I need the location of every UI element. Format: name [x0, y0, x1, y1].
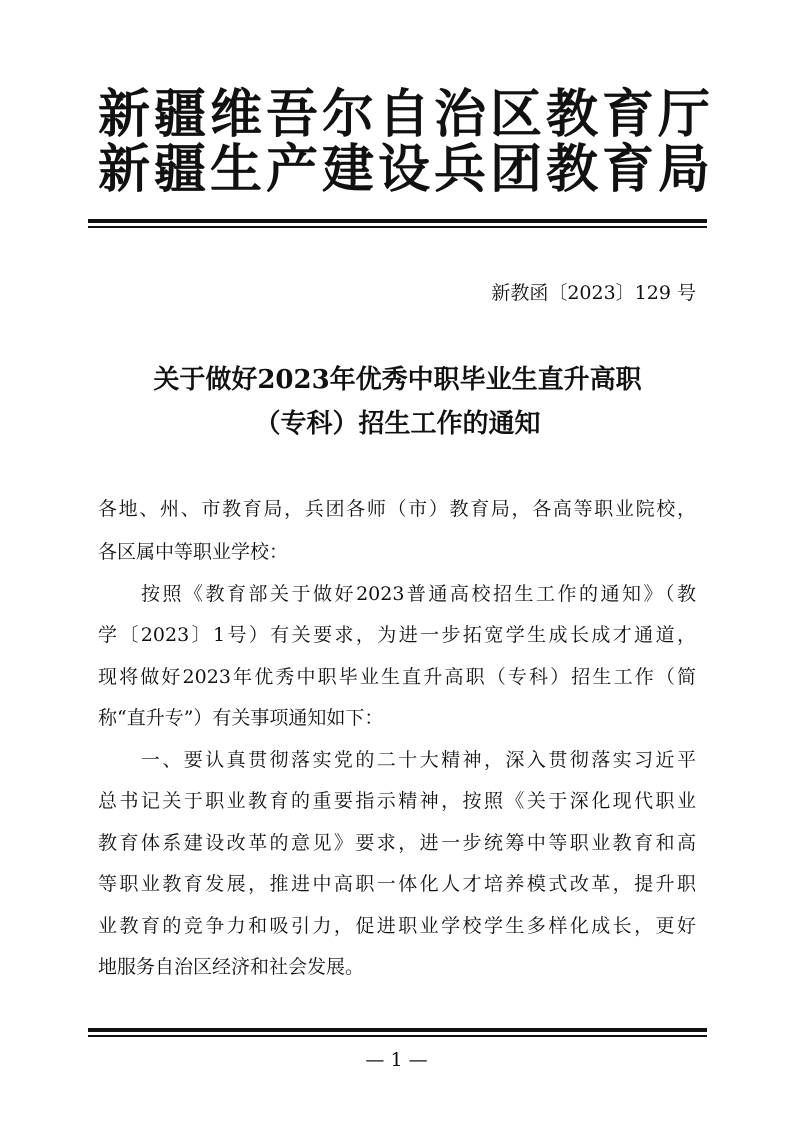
body-line: 学〔2023〕1号）有关要求，为进一步拓宽学生成长成才通道，: [98, 624, 696, 646]
page-number: — 1 —: [365, 1049, 428, 1071]
footer-rule-thick: [88, 1028, 707, 1032]
issuer-name-line-1: 新疆维吾尔自治区教育厅: [98, 84, 715, 145]
header-rule-thick: [88, 219, 707, 223]
body-line: 地服务自治区经济和社会发展。: [98, 956, 365, 978]
body-line: 称“直升专”）有关事项通知如下：: [98, 707, 384, 729]
body-line: 各区属中等职业学校：: [98, 541, 289, 563]
body-line: 各地、州、市教育局，兵团各师（市）教育局，各高等职业院校，: [98, 498, 696, 520]
footer-rule-thin: [88, 1035, 707, 1037]
body-line: 一、要认真贯彻落实党的二十大精神，深入贯彻落实习近平: [98, 749, 696, 771]
body-line: 现将做好2023年优秀中职毕业生直升高职（专科）招生工作（简: [98, 666, 696, 688]
body-line: 总书记关于职业教育的重要指示精神，按照《关于深化现代职业: [98, 790, 696, 812]
header-rule-thin: [88, 226, 707, 228]
body-line: 按照《教育部关于做好2023普通高校招生工作的通知》（教: [98, 583, 696, 605]
document-number: 新教函〔2023〕129 号: [491, 282, 696, 304]
body-line: 等职业教育发展，推进中高职一体化人才培养模式改革，提升职: [98, 873, 696, 895]
document-title-line-2: （专科）招生工作的通知: [254, 409, 541, 439]
issuer-name-line-2: 新疆生产建设兵团教育局: [98, 139, 715, 200]
body-line: 业教育的竞争力和吸引力，促进职业学校学生多样化成长，更好: [98, 915, 696, 937]
body-line: 教育体系建设改革的意见》要求，进一步统筹中等职业教育和高: [98, 832, 696, 854]
document-title-line-1: 关于做好2023年优秀中职毕业生直升高职: [153, 365, 642, 395]
